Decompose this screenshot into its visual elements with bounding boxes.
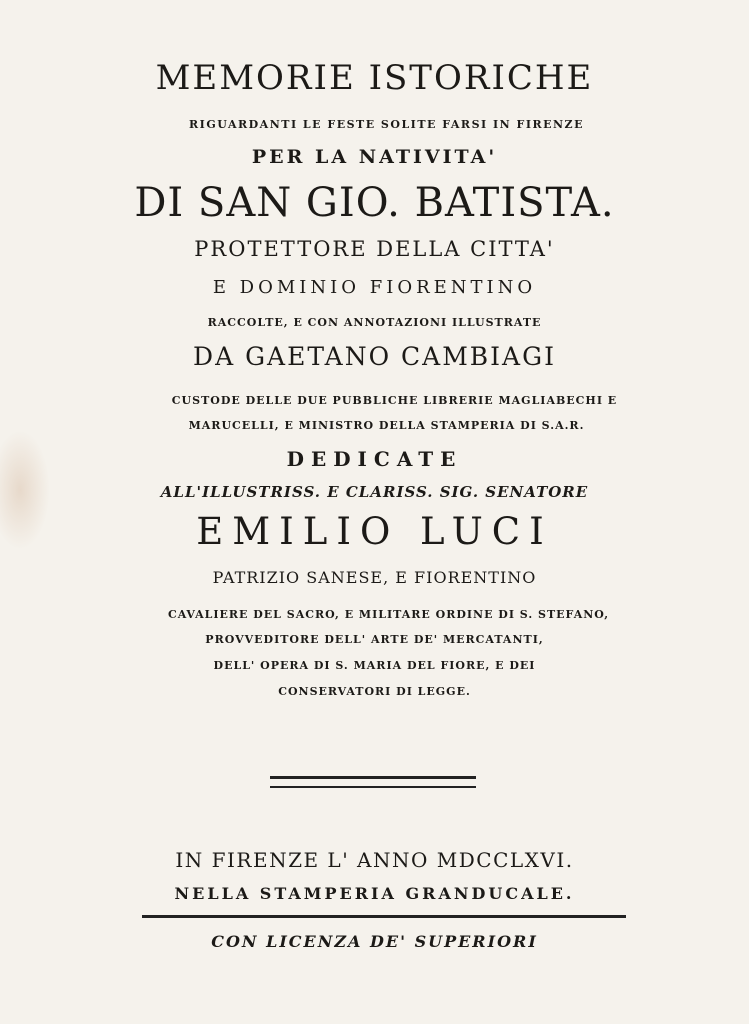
saint-name: DI SAN GIO. BATISTA. xyxy=(134,180,615,226)
dedicatee-intro: ALL'ILLUSTRISS. E CLARISS. SIG. SENATORE xyxy=(160,483,589,501)
dedicatee-title-line-3: DELL' OPERA DI S. MARIA DEL FIORE, E DEI xyxy=(213,659,536,672)
book-title: MEMORIE ISTORICHE xyxy=(155,58,594,98)
dedicatee-origin: PATRIZIO SANESE, E FIORENTINO xyxy=(212,568,537,587)
ornamental-rule-bottom xyxy=(270,786,476,788)
imprint-printer: NELLA STAMPERIA GRANDUCALE. xyxy=(174,884,575,903)
dedicatee-title-line-4: CONSERVATORI DI LEGGE. xyxy=(278,685,471,698)
protector-line: PROTETTORE DELLA CITTA' xyxy=(194,237,555,261)
imprint-place-year: IN FIRENZE L' ANNO MDCCLXVI. xyxy=(175,848,574,872)
imprint-rule xyxy=(142,915,626,918)
subtitle-line-1: RIGUARDANTI LE FESTE SOLITE FARSI IN FIRENZE xyxy=(189,118,584,131)
license-line: CON LICENZA DE' SUPERIORI xyxy=(211,932,538,951)
author-name: DA GAETANO CAMBIAGI xyxy=(193,342,556,371)
collected-line: RACCOLTE, E CON ANNOTAZIONI ILLUSTRATE xyxy=(207,316,542,329)
author-role-line-1: CUSTODE DELLE DUE PUBBLICHE LIBRERIE MAGLIABECHI E xyxy=(171,394,618,407)
dedicatee-title-line-1: CAVALIERE DEL SACRO, E MILITARE ORDINE DI S. STEFANO, xyxy=(167,608,610,621)
dedicatee-title-line-2: PROVVEDITORE DELL' ARTE DE' MERCATANTI, xyxy=(205,633,544,646)
subtitle-line-2: PER LA NATIVITA' xyxy=(251,146,498,168)
dedicatee-name: EMILIO LUCI xyxy=(196,510,553,553)
dedicated-line: DEDICATE xyxy=(286,447,463,471)
ornamental-rule-top xyxy=(270,776,476,779)
author-role-line-2: MARUCELLI, E MINISTRO DELLA STAMPERIA DI S.A.R. xyxy=(188,419,585,432)
dominion-line: E DOMINIO FIORENTINO xyxy=(212,277,537,298)
